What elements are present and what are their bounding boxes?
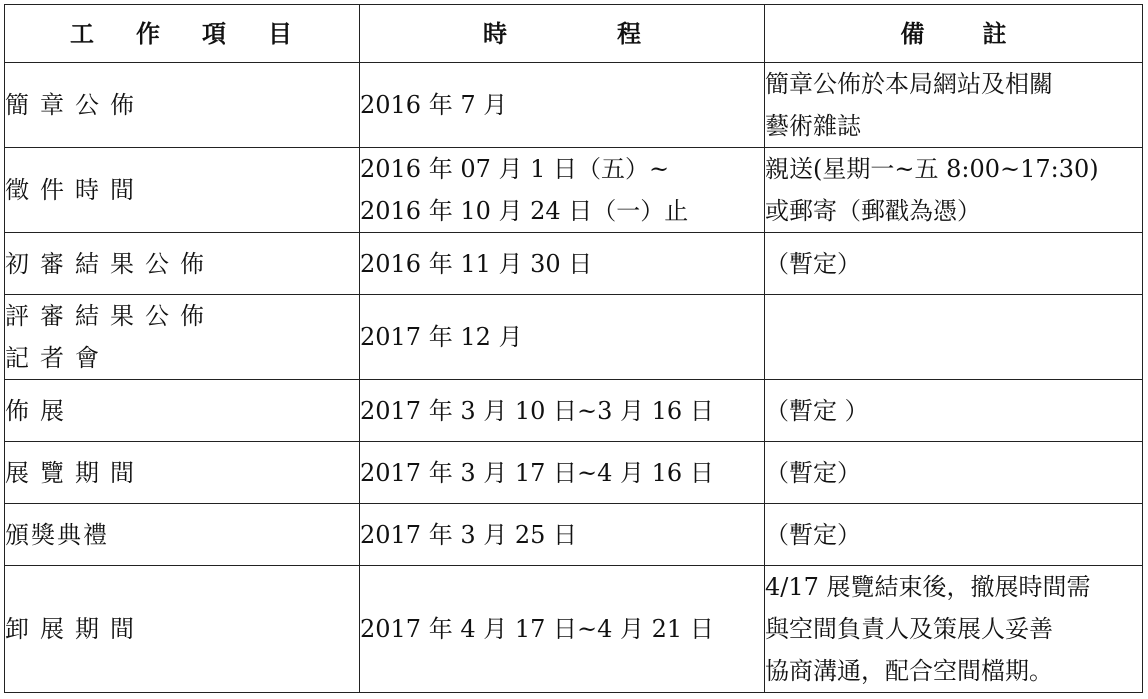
header-note: 備註	[765, 5, 1143, 63]
cell-item: 初審結果公佈	[5, 233, 360, 295]
table-header-row	[5, 5, 1143, 63]
cell-time: 2016 年 7 月	[360, 63, 765, 148]
cell-item: 卸展期間	[5, 566, 360, 693]
table-row	[5, 380, 1143, 442]
schedule-table	[4, 4, 1143, 693]
header-item: 工作項目	[5, 5, 360, 63]
cell-item: 徵件時間	[5, 148, 360, 233]
cell-note: （暫定 ）	[765, 380, 1143, 442]
table-row	[5, 442, 1143, 504]
cell-time: 2016 年 07 月 1 日（五）~ 2016 年 10 月 24 日（一）止	[360, 148, 765, 233]
cell-note: （暫定）	[765, 504, 1143, 566]
cell-time: 2017 年 3 月 10 日~3 月 16 日	[360, 380, 765, 442]
cell-note: 簡章公佈於本局網站及相關 藝術雜誌	[765, 63, 1143, 148]
cell-note: （暫定）	[765, 233, 1143, 295]
cell-time: 2017 年 4 月 17 日~4 月 21 日	[360, 566, 765, 693]
table-row	[5, 233, 1143, 295]
table-row	[5, 63, 1143, 148]
cell-note: （暫定）	[765, 442, 1143, 504]
table-row	[5, 295, 1143, 380]
cell-item: 評審結果公佈 記者會	[5, 295, 360, 380]
cell-item: 頒獎典禮	[5, 504, 360, 566]
header-time: 時程	[360, 5, 765, 63]
cell-item: 展覽期間	[5, 442, 360, 504]
cell-note: 4/17 展覽結束後，撤展時間需 與空間負責人及策展人妥善 協商溝通，配合空間檔期。	[765, 566, 1143, 693]
table-row	[5, 566, 1143, 693]
table-row	[5, 504, 1143, 566]
table-row	[5, 148, 1143, 233]
cell-time: 2017 年 12 月	[360, 295, 765, 380]
cell-item: 佈展	[5, 380, 360, 442]
cell-time: 2016 年 11 月 30 日	[360, 233, 765, 295]
cell-item: 簡章公佈	[5, 63, 360, 148]
cell-note: 親送(星期一~五 8:00~17:30) 或郵寄（郵戳為憑）	[765, 148, 1143, 233]
cell-note	[765, 295, 1143, 380]
cell-time: 2017 年 3 月 17 日~4 月 16 日	[360, 442, 765, 504]
cell-time: 2017 年 3 月 25 日	[360, 504, 765, 566]
